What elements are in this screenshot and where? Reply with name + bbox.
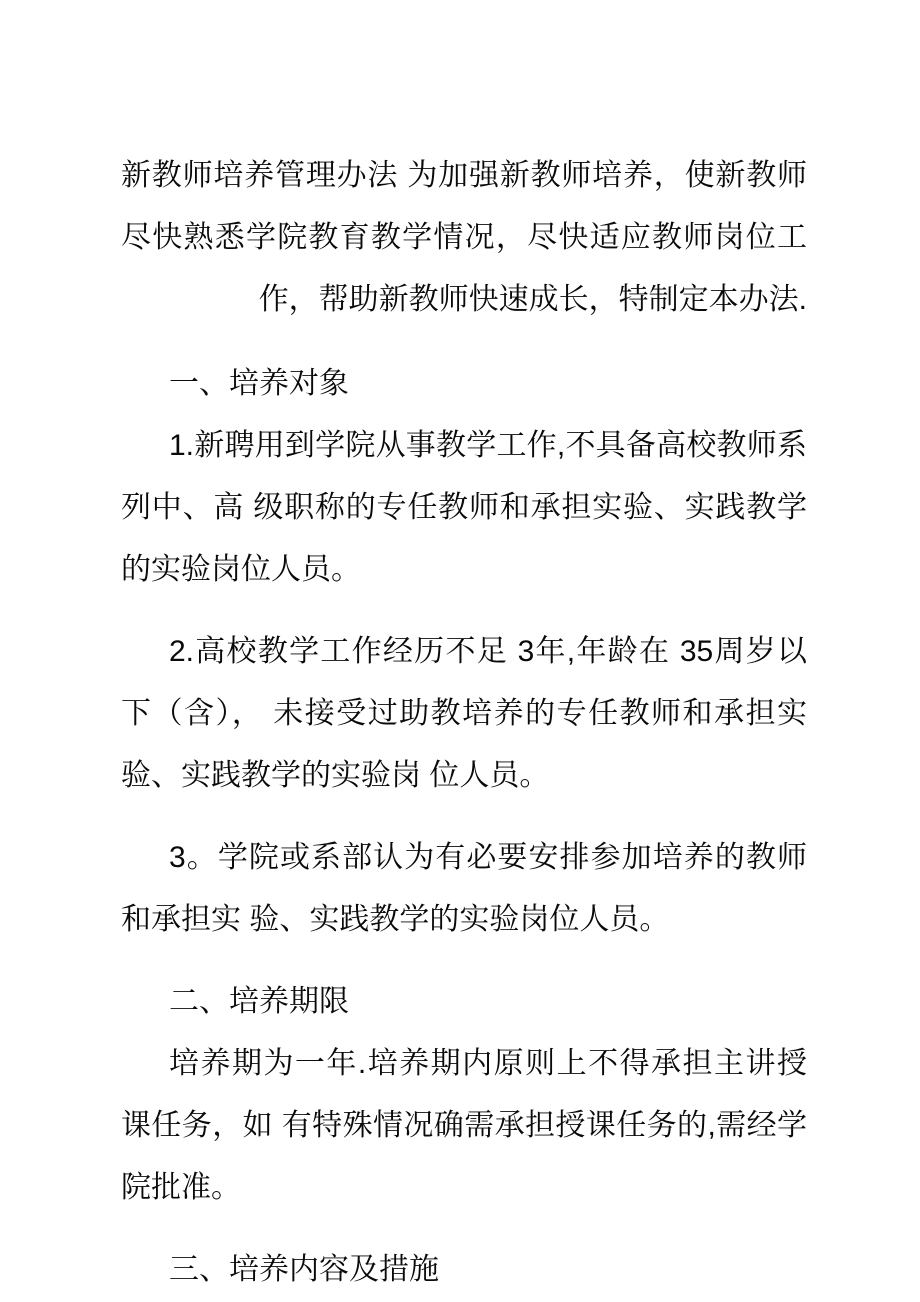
section-one-item-3: 3。学院或系部认为有必要安排参加培养的教师和承担实 验、实践教学的实验岗位人员。 xyxy=(121,841,807,936)
section-one-item-2: 2.高校教学工作经历不足 3年,年龄在 35周岁以下（含）， 未接受过助教培养的专任教师和承担实验、实践教学的实验岗 位人员。 xyxy=(121,635,807,792)
section-heading-three: 三、培养内容及措施 xyxy=(169,1253,439,1286)
section-two-body: 培养期为一年.培养期内原则上不得承担主讲授课任务，如 有特殊情况确需承担授课任务的,需经学院批准。 xyxy=(121,1047,807,1204)
section-heading-one: 一、培养对象 xyxy=(169,367,349,400)
lead-paragraph: 新教师培养管理办法 为加强新教师培养，使新教师尽快熟悉学院教育教学情况，尽快适应教师岗位工作，帮助新教师快速成长，特制定本办法. xyxy=(121,159,807,316)
section-heading-two: 二、培养期限 xyxy=(169,985,349,1018)
section-one-item-1: 1.新聘用到学院从事教学工作,不具备高校教师系列中、高 级职称的专任教师和承担实验、实践教学的实验岗位人员。 xyxy=(121,429,807,586)
document-text-body xyxy=(121,145,807,1301)
